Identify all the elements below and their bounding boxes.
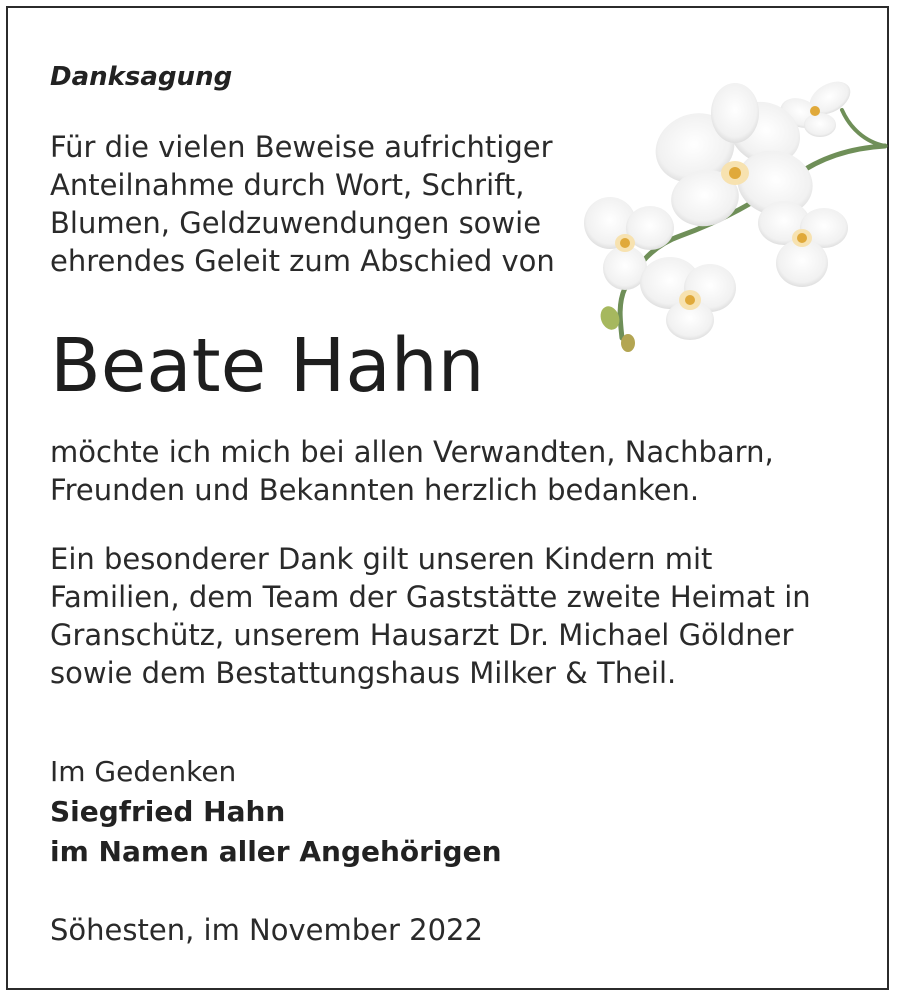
intro-line: Anteilnahme durch Wort, Schrift, [50, 168, 525, 202]
intro-text [50, 128, 610, 280]
paragraph-line: Freunden und Bekannten herzlich bedanken. [50, 473, 700, 507]
signoff-intro: Im Gedenken [50, 755, 237, 788]
special-thanks-paragraph [50, 540, 811, 692]
paragraph-line: Ein besonderer Dank gilt unseren Kindern mit [50, 542, 713, 576]
orchid-flower-icon [580, 58, 890, 358]
intro-line: ehrendes Geleit zum Abschied von [50, 244, 555, 278]
signoff-block [50, 752, 502, 872]
signoff-family: im Namen aller Angehörigen [50, 835, 502, 868]
deceased-name: Beate Hahn [50, 323, 485, 409]
paragraph-line: Granschütz, unserem Hausarzt Dr. Michael Göldner [50, 618, 794, 652]
notice-heading: Danksagung [50, 62, 233, 92]
paragraph-line: sowie dem Bestattungshaus Milker & Theil. [50, 656, 677, 690]
signoff-name: Siegfried Hahn [50, 795, 286, 828]
intro-line: Blumen, Geldzuwendungen sowie [50, 206, 542, 240]
place-date: Söhesten, im November 2022 [50, 913, 483, 947]
intro-line: Für die vielen Beweise aufrichtiger [50, 130, 553, 164]
paragraph-line: Familien, dem Team der Gaststätte zweite Heimat in [50, 580, 811, 614]
paragraph-line: möchte ich mich bei allen Verwandten, Nachbarn, [50, 435, 774, 469]
thanks-paragraph [50, 433, 774, 509]
